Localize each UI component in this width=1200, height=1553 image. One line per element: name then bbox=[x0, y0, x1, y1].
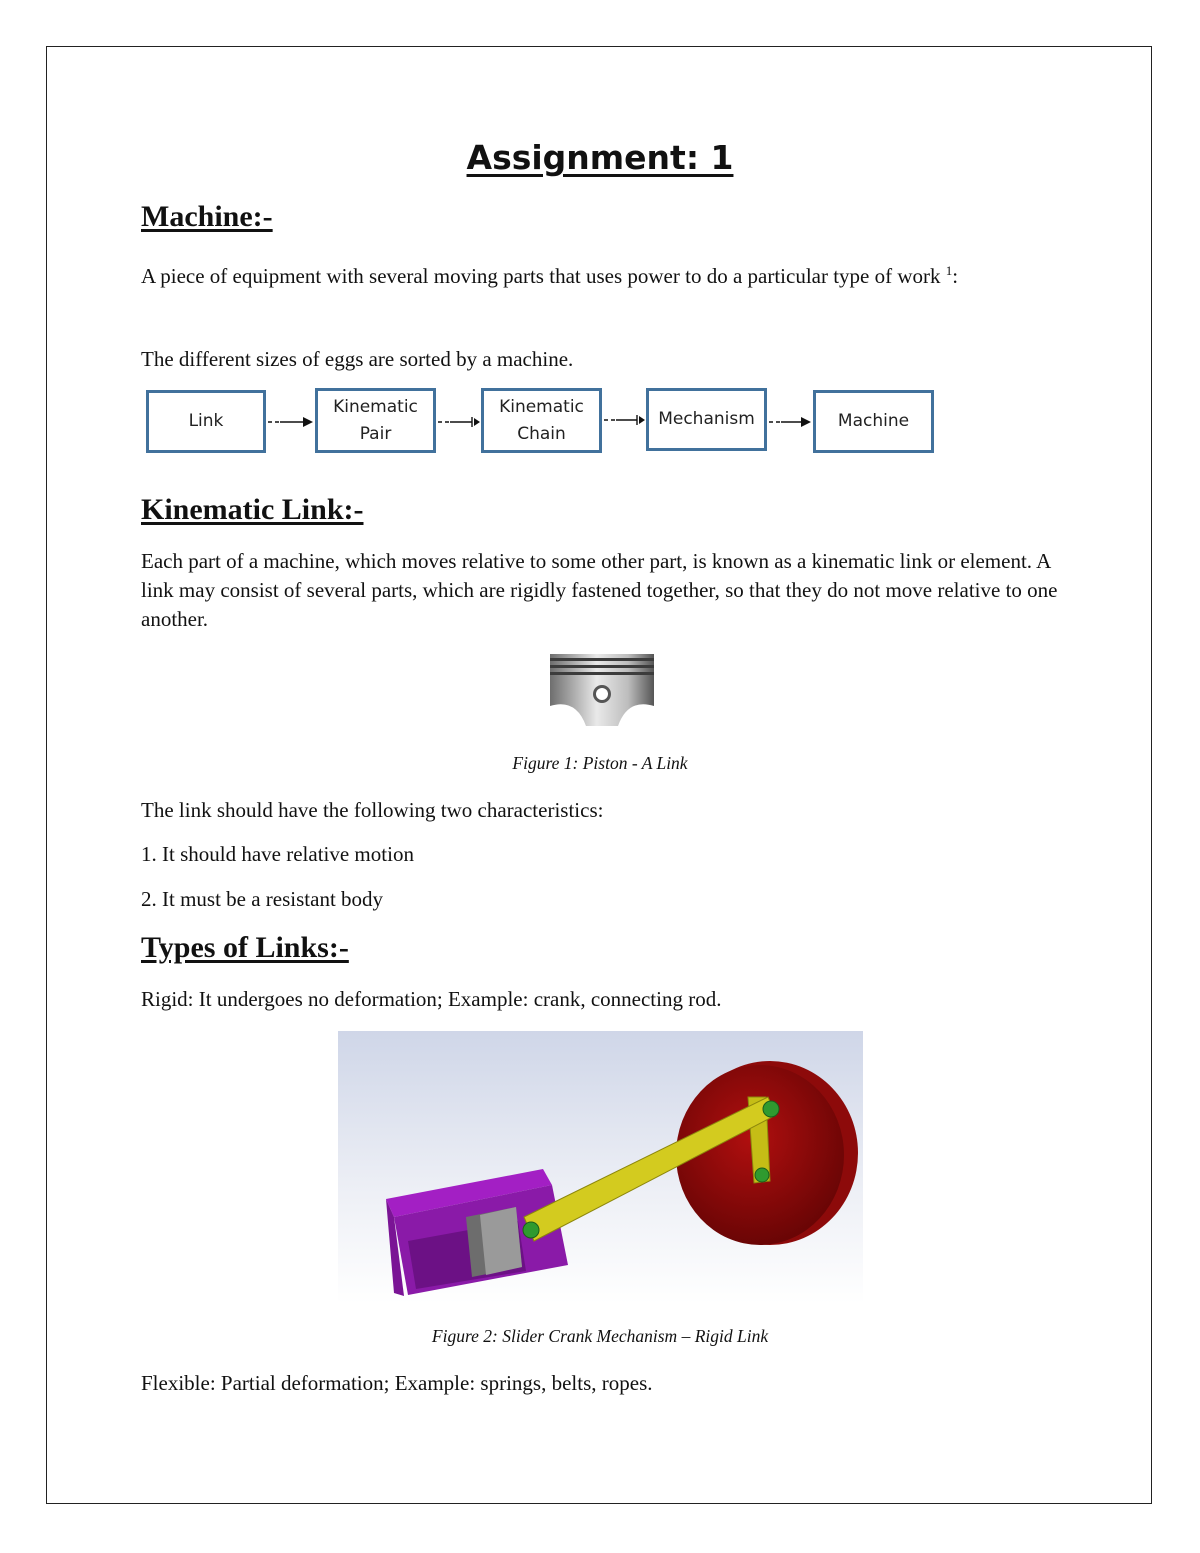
types-of-links-heading: Types of Links:- bbox=[141, 931, 349, 964]
flow-arrows bbox=[0, 0, 1200, 500]
characteristic-item: 1. It should have relative motion bbox=[141, 842, 414, 866]
rigid-link-description: Rigid: It undergoes no deformation; Example: crank, connecting rod. bbox=[141, 987, 722, 1011]
document-title: Assignment: 1 bbox=[466, 138, 734, 177]
characteristic-item: 2. It must be a resistant body bbox=[141, 887, 384, 911]
definition-end: : bbox=[952, 264, 959, 288]
machine-definition-text: A piece of equipment with several moving parts that uses power to do a particular type of work bbox=[141, 264, 941, 288]
kinematic-link-paragraph: Each part of a machine, which moves relative to some other part, is known as a kinematic link or element. A link may consist of several parts, which are rigidly fastened together, so that they do not move relative to one another. bbox=[141, 549, 1058, 631]
figure-2-caption: Figure 2: Slider Crank Mechanism – Rigid Link bbox=[431, 1326, 769, 1346]
arrow-pair-to-chain bbox=[438, 417, 480, 427]
arrow-chain-to-mechanism bbox=[604, 415, 645, 425]
flow-box-kinematic-chain: Kinematic Chain bbox=[481, 388, 602, 453]
flow-box-link: Link bbox=[146, 390, 266, 453]
flow-box-mechanism: Mechanism bbox=[646, 388, 767, 451]
characteristics-intro: The link should have the following two characteristics: bbox=[141, 798, 604, 822]
arrow-mechanism-to-machine bbox=[769, 417, 811, 427]
footnote-reference: 1 bbox=[945, 263, 953, 278]
figure-1-caption: Figure 1: Piston - A Link bbox=[512, 753, 688, 773]
flexible-link-description: Flexible: Partial deformation; Example: springs, belts, ropes. bbox=[141, 1371, 653, 1395]
machine-heading: Machine:- bbox=[141, 200, 273, 233]
machine-example: The different sizes of eggs are sorted by a machine. bbox=[141, 347, 574, 371]
piston-image bbox=[550, 654, 654, 726]
flow-box-kinematic-pair: Kinematic Pair bbox=[315, 388, 436, 453]
arrow-link-to-pair bbox=[268, 417, 313, 427]
flow-box-machine: Machine bbox=[813, 390, 934, 453]
slider-crank-image bbox=[338, 1031, 863, 1304]
kinematic-link-heading: Kinematic Link:- bbox=[141, 493, 364, 526]
